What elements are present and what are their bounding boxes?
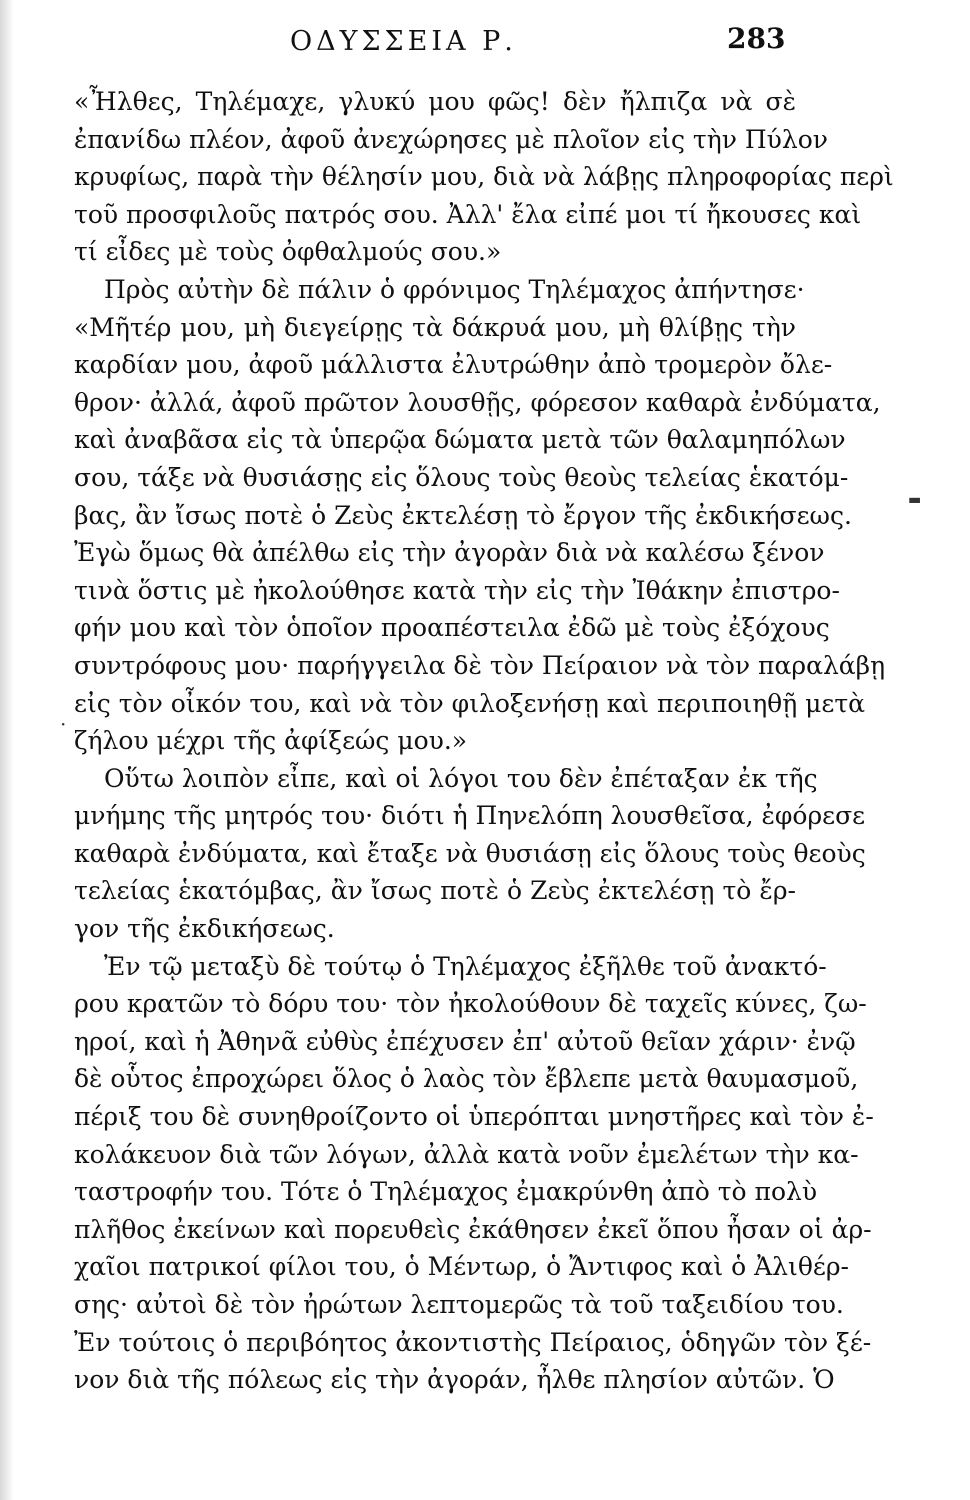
text-line: Πρὸς αὐτὴν δὲ πάλιν ὁ φρόνιμος Τηλέμαχος ἀπήντησε· [104,274,805,304]
text-line: ηροί, καὶ ἡ Ἀθηνᾶ εὐθὺς ἐπέχυσεν ἐπ' αὐτοῦ θεῖαν χάριν· ἐνῷ [74,1026,856,1056]
text-line: σης· αὐτοὶ δὲ τὸν ἠρώτων λεπτομερῶς τὰ τοῦ ταξειδίου του. [74,1290,844,1319]
text-line: μνήμης τῆς μητρός του· διότι ἡ Πηνελόπη λουσθεῖσα, ἐφόρεσε [74,801,866,831]
body-text [74,83,894,1399]
text-line: νον διὰ τῆς πόλεως εἰς τὴν ἀγοράν, ἦλθε πλησίον αὐτῶν. Ὁ [74,1365,835,1395]
text-line: Οὕτω λοιπὸν εἶπε, καὶ οἱ λόγοι του δὲν ἐπέταξαν ἐκ τῆς [104,763,818,793]
text-line: τί εἶδες μὲ τοὺς ὀφθαλμούς σου.» [74,237,502,267]
text-line: Ἐν τῷ μεταξὺ δὲ τούτῳ ὁ Τηλέμαχος ἐξῆλθε τοῦ ἀνακτό- [104,951,827,981]
text-line: χαῖοι πατρικοί φίλοι του, ὁ Μέντωρ, ὁ Ἄντιφος καὶ ὁ Ἀλιθέρ- [74,1252,849,1282]
page-number: 283 [727,22,786,55]
text-line: θρον· ἀλλά, ἀφοῦ πρῶτον λουσθῇς, φόρεσον καθαρὰ ἐνδύματα, [74,387,881,417]
text-line: «Μῆτέρ μου, μὴ διεγείρῃς τὰ δάκρυά μου, μὴ θλίβῃς τὴν [74,312,796,342]
text-line: καὶ ἀναβᾶσα εἰς τὰ ὑπερῷα δώματα μετὰ τῶν θαλαμηπόλων [74,425,846,455]
text-line: «Ἦλθες, Τηλέμαχε, γλυκύ μου φῶς! δὲν ἤλπιζα νὰ σὲ [74,87,796,116]
page-header [0,22,970,62]
page-edge-shadow [0,0,14,1500]
ink-speck: · [60,712,67,736]
ink-speck: ▬ [908,492,922,508]
text-line: καρδίαν μου, ἀφοῦ μάλλιστα ἐλυτρώθην ἀπὸ τρομερὸν ὄλε- [74,350,833,380]
text-line: πλῆθος ἐκείνων καὶ πορευθεὶς ἐκάθησεν ἐκεῖ ὅπου ἦσαν οἱ ἀρ- [74,1214,872,1244]
text-line: δὲ οὗτος ἐπροχώρει ὅλος ὁ λαὸς τὸν ἔβλεπε μετὰ θαυμασμοῦ, [74,1064,859,1094]
text-line: κολάκευον διὰ τῶν λόγων, ἀλλὰ κατὰ νοῦν ἐμελέτων τὴν κα- [74,1139,859,1169]
text-line: εἰς τὸν οἶκόν του, καὶ νὰ τὸν φιλοξενήσῃ καὶ περιποιηθῇ μετὰ [74,688,866,718]
text-line: ἐπανίδω πλέον, ἀφοῦ ἀνεχώρησες μὲ πλοῖον εἰς τὴν Πύλον [74,124,828,154]
text-line: φήν μου καὶ τὸν ὁποῖον προαπέστειλα ἐδῶ μὲ τοὺς ἐξόχους [74,613,830,643]
text-line: τελείας ἑκατόμβας, ἂν ἴσως ποτὲ ὁ Ζεὺς ἐκτελέσῃ τὸ ἔρ- [74,876,796,906]
text-line: ζήλου μέχρι τῆς ἀφίξεώς μου.» [74,726,468,756]
text-line: ρου κρατῶν τὸ δόρυ του· τὸν ἠκολούθουν δὲ ταχεῖς κύνες, ζω- [74,989,867,1019]
text-line: τοῦ προσφιλοῦς πατρός σου. Ἀλλ' ἔλα εἰπέ μοι τί ἤκουσες καὶ [74,199,862,229]
text-line: συντρόφους μου· παρήγγειλα δὲ τὸν Πείραιον νὰ τὸν παραλάβῃ [74,650,886,680]
text-line: τινὰ ὅστις μὲ ἠκολούθησε κατὰ τὴν εἰς τὴν Ἰθάκην ἐπιστρο- [74,575,840,605]
text-line: κρυφίως, παρὰ τὴν θέλησίν μου, διὰ νὰ λάβῃς πληροφορίας περὶ [74,162,894,192]
text-line: καθαρὰ ἐνδύματα, καὶ ἔταξε νὰ θυσιάσῃ εἰς ὅλους τοὺς θεοὺς [74,838,866,868]
text-line: πέριξ του δὲ συνηθροίζοντο οἱ ὑπερόπται μνηστῆρες καὶ τὸν ἐ- [74,1102,874,1132]
text-line: γον τῆς ἐκδικήσεως. [74,914,335,944]
running-title: ΟΔΥΣΣΕΙΑ Ρ. [290,26,517,57]
text-line: Ἐν τούτοις ὁ περιβόητος ἀκοντιστὴς Πείραιος, ὁδηγῶν τὸν ξέ- [74,1327,872,1357]
text-line: ταστροφήν του. Τότε ὁ Τηλέμαχος ἐμακρύνθη ἀπὸ τὸ πολὺ [74,1177,818,1207]
text-line: σου, τάξε νὰ θυσιάσῃς εἰς ὅλους τοὺς θεοὺς τελείας ἑκατόμ- [74,462,849,492]
text-line: βας, ἂν ἴσως ποτὲ ὁ Ζεὺς ἐκτελέσῃ τὸ ἔργον τῆς ἐκδικήσεως. [74,500,852,530]
text-line: Ἐγὼ ὅμως θὰ ἀπέλθω εἰς τὴν ἀγορὰν διὰ νὰ καλέσω ξένον [74,538,825,568]
